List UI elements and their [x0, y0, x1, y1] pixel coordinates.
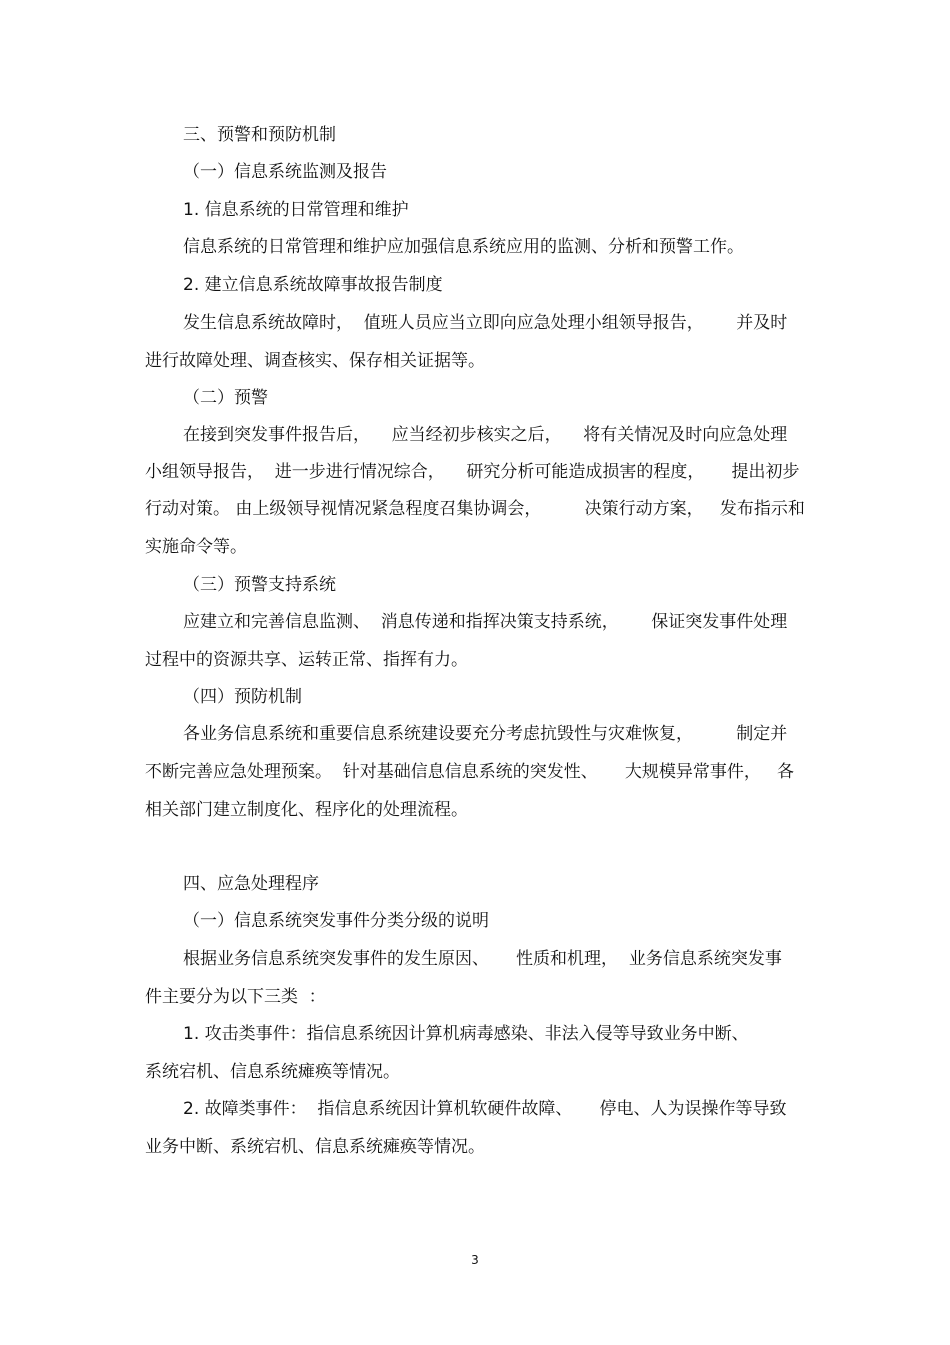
subheading-3-2: （二）预警 — [183, 388, 268, 408]
subheading-3-3: （三）预警支持系统 — [183, 575, 336, 595]
subheading-4-1: （一）信息系统突发事件分类分级的说明 — [183, 911, 489, 931]
paragraph-line: 行动对策。 由上级领导视情况紧急程度召集协调会， 决策行动方案， 发布指示和 — [145, 499, 805, 519]
item-heading-2: 2. 建立信息系统故障事故报告制度 — [183, 275, 443, 295]
paragraph-line: 信息系统的日常管理和维护应加强信息系统应用的监测、分析和预警工作。 — [183, 237, 744, 257]
item-heading-1: 1. 信息系统的日常管理和维护 — [183, 200, 409, 220]
paragraph-line: 不断完善应急处理预案。 针对基础信息信息系统的突发性、 大规模异常事件， 各 — [145, 762, 795, 782]
subheading-3-1: （一）信息系统监测及报告 — [183, 162, 387, 182]
list-item-line: 2. 故障类事件： 指信息系统因计算机软硬件故障、 停电、人为误操作等导致 — [183, 1099, 787, 1119]
paragraph-line: 应建立和完善信息监测、 消息传递和指挥决策支持系统， 保证突发事件处理 — [183, 612, 788, 632]
paragraph-line: 相关部门建立制度化、程序化的处理流程。 — [145, 800, 468, 820]
paragraph-line: 各业务信息系统和重要信息系统建设要充分考虑抗毁性与灾难恢复， 制定并 — [183, 724, 788, 744]
page-number: 3 — [471, 1253, 479, 1267]
paragraph-line: 进行故障处理、调查核实、保存相关证据等。 — [145, 351, 485, 371]
paragraph-line: 过程中的资源共享、运转正常、指挥有力。 — [145, 650, 468, 670]
paragraph-line: 件主要分为以下三类 ： — [145, 987, 326, 1007]
list-item-line: 系统宕机、信息系统瘫痪等情况。 — [145, 1062, 400, 1082]
list-item-line: 1. 攻击类事件：指信息系统因计算机病毒感染、非法入侵等导致业务中断、 — [183, 1024, 749, 1044]
paragraph-line: 根据业务信息系统突发事件的发生原因、 性质和机理， 业务信息系统突发事 — [183, 949, 782, 969]
paragraph-line: 小组领导报告， 进一步进行情况综合， 研究分析可能造成损害的程度， 提出初步 — [145, 462, 800, 482]
paragraph-line: 在接到突发事件报告后， 应当经初步核实之后， 将有关情况及时向应急处理 — [183, 425, 788, 445]
heading-section-3: 三、预警和预防机制 — [183, 125, 336, 145]
list-item-line: 业务中断、系统宕机、信息系统瘫痪等情况。 — [145, 1137, 485, 1157]
paragraph-line: 实施命令等。 — [145, 537, 247, 557]
paragraph-line: 发生信息系统故障时， 值班人员应当立即向应急处理小组领导报告， 并及时 — [183, 313, 788, 333]
heading-section-4: 四、应急处理程序 — [183, 874, 319, 894]
subheading-3-4: （四）预防机制 — [183, 687, 302, 707]
